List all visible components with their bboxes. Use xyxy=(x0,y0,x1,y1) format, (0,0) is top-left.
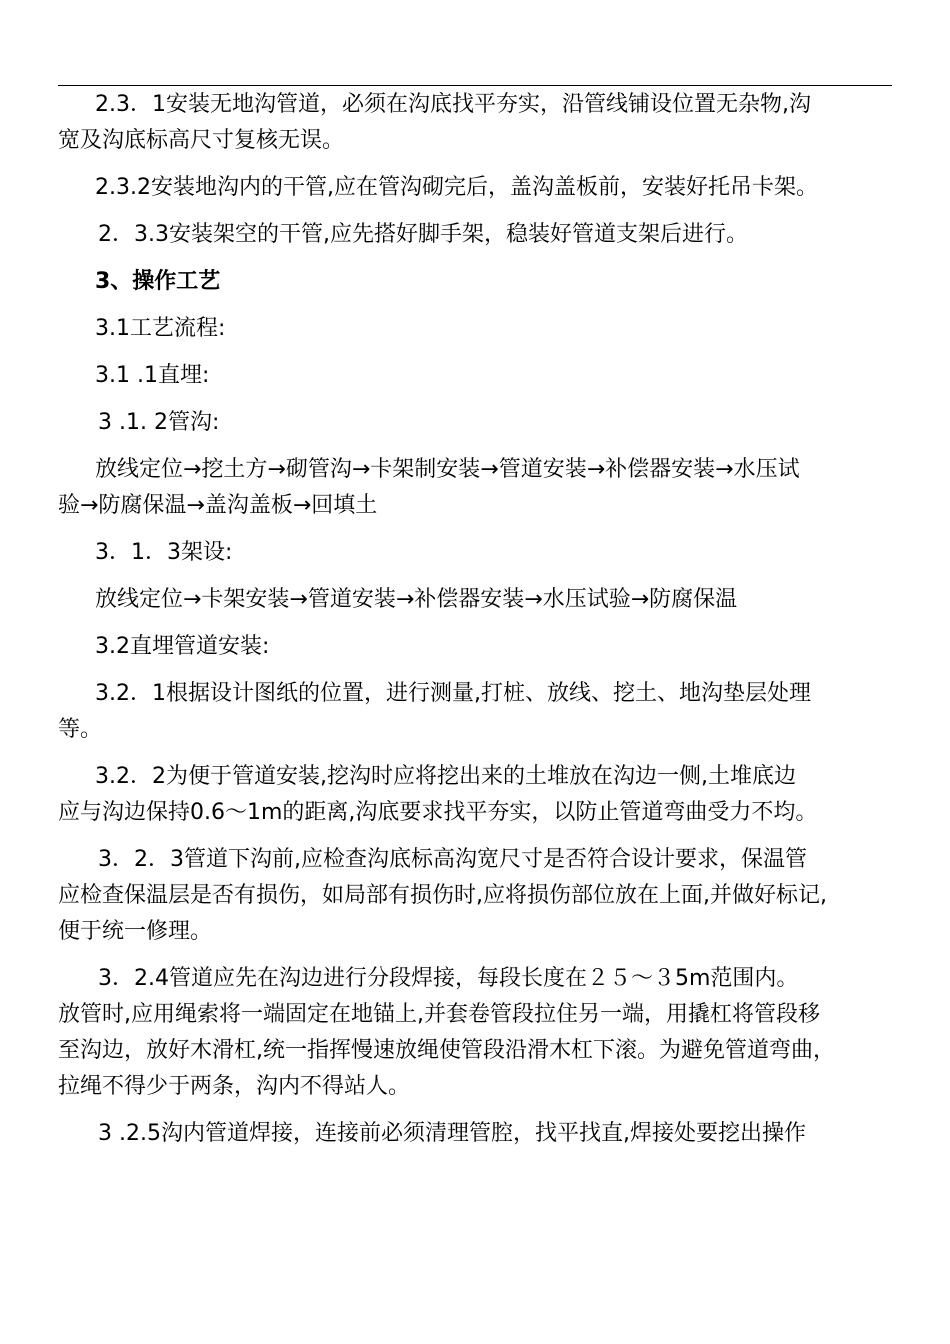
text-line: 3.2．1根据设计图纸的位置，进行测量,打桩、放线、挖土、地沟垫层处理 xyxy=(95,681,811,706)
text-line: 3．2．3管道下沟前,应检查沟底标高沟宽尺寸是否符合设计要求，保温管 xyxy=(98,847,807,872)
paragraph-flow-trench xyxy=(58,452,894,524)
text-line: 3 .1. 2管沟: xyxy=(98,410,220,435)
paragraph-2-3-2 xyxy=(58,170,894,206)
text-line: 放线定位→卡架安装→管道安装→补偿器安装→水压试验→防腐保温 xyxy=(95,587,738,612)
heading-text: 3、操作工艺 xyxy=(95,269,221,294)
text-line: 应检查保温层是否有损伤，如局部有损伤时,应将损伤部位放在上面,并做好标记, xyxy=(58,883,827,908)
text-line: 3 .2.5沟内管道焊接，连接前必须清理管腔，找平找直,焊接处要挖出操作 xyxy=(98,1121,806,1146)
text-line: 2.3．1安装无地沟管道，必须在沟底找平夯实，沿管线铺设位置无杂物,沟 xyxy=(95,92,811,117)
text-line: 3.2．2为便于管道安装,挖沟时应将挖出来的土堆放在沟边一侧,土堆底边 xyxy=(95,764,796,789)
text-line: 放管时,应用绳索将一端固定在地锚上,并套卷管段拉住另一端，用撬杠将管段移 xyxy=(58,1002,820,1027)
text-line: 放线定位→挖土方→砌管沟→卡架制安装→管道安装→补偿器安装→水压试 xyxy=(95,457,800,482)
text-line: 应与沟边保持0.6～1m的距离,沟底要求找平夯实，以防止管道弯曲受力不均。 xyxy=(58,800,818,825)
text-line: 3.1工艺流程: xyxy=(95,316,226,341)
paragraph-3-2-3 xyxy=(58,842,894,950)
text-line: 2.3.2安装地沟内的干管,应在管沟砌完后，盖沟盖板前，安装好托吊卡架。 xyxy=(95,175,818,200)
header-rule xyxy=(58,85,892,86)
paragraph-3-1-3 xyxy=(58,535,894,571)
paragraph-3-1-2 xyxy=(58,405,894,441)
paragraph-3-1-1 xyxy=(58,358,894,394)
paragraph-2-3-3 xyxy=(58,217,894,253)
text-line: 宽及沟底标高尺寸复核无误。 xyxy=(58,128,345,153)
text-line: 2．3.3安装架空的干管,应先搭好脚手架，稳装好管道支架后进行。 xyxy=(98,222,748,247)
text-line: 3.1 .1直埋: xyxy=(95,363,210,388)
section-heading-3 xyxy=(58,264,894,300)
paragraph-3-2-4 xyxy=(58,961,894,1105)
text-line: 等。 xyxy=(58,717,103,742)
paragraph-3-2 xyxy=(58,629,894,665)
paragraph-2-3-1 xyxy=(58,87,894,159)
paragraph-3-2-2 xyxy=(58,759,894,831)
paragraph-3-1 xyxy=(58,311,894,347)
paragraph-3-2-5 xyxy=(58,1116,894,1152)
text-line: 便于统一修理。 xyxy=(58,919,213,944)
paragraph-flow-overhead xyxy=(58,582,894,618)
text-line: 3．1．3架设: xyxy=(95,540,233,565)
text-line: 拉绳不得少于两条，沟内不得站人。 xyxy=(58,1074,411,1099)
text-line: 3.2直埋管道安装: xyxy=(95,634,270,659)
paragraph-3-2-1 xyxy=(58,676,894,748)
document-body xyxy=(58,87,894,1152)
text-line: 至沟边，放好木滑杠,统一指挥慢速放绳使管段沿滑木杠下滚。为避免管道弯曲， xyxy=(58,1038,835,1063)
text-line: 3．2.4管道应先在沟边进行分段焊接，每段长度在２５～３5m范围内。 xyxy=(98,966,799,991)
text-line: 验→防腐保温→盖沟盖板→回填土 xyxy=(58,493,378,518)
